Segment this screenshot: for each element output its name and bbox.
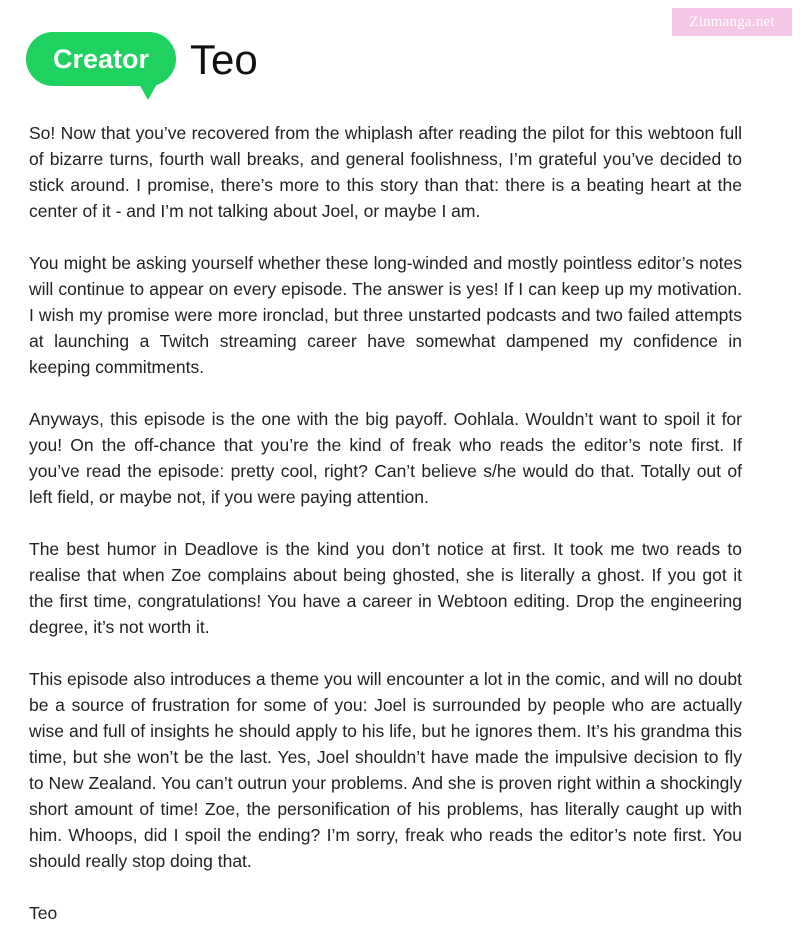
paragraph-5: This episode also introduces a theme you will encounter a lot in the comic, and will no doubt be a source of frustration for some of you: Joel is surrounded by people who are actually wise and full of insights he should apply to his life, but he ignores them. It’s his grandma this time, but she won’t be the last. Yes, Joel shouldn’t have made the impulsive decision to fly to New Zealand. You can’t outrun your problems. And she is proven right within a shockingly short amount of time! Zoe, the personification of his problems, has literally caught up with him. Whoops, did I spoil the ending? I’m sorry, freak who reads the editor’s note first. You should really stop doing that. xyxy=(29,669,742,871)
watermark: Zinmanga.net xyxy=(672,8,792,36)
signoff: Teo xyxy=(29,903,58,923)
paragraph-1: So! Now that you’ve recovered from the whiplash after reading the pilot for this webtoon full of bizarre turns, fourth wall breaks, and general foolishness, I’m grateful you’ve decided to stick around. I promise, there’s more to this story than that: there is a beating heart at the center of it - and I’m not talking about Joel, or maybe I am. xyxy=(29,123,742,221)
paragraph-4: The best humor in Deadlove is the kind you don’t notice at first. It took me two reads to realise that when Zoe complains about being ghosted, she is literally a ghost. If you got it the first time, congratulations! You have a career in Webtoon editing. Drop the engineering degree, it’s not worth it. xyxy=(29,539,742,637)
author-name: Teo xyxy=(190,36,258,83)
paragraph-3: Anyways, this episode is the one with the big payoff. Oohlala. Wouldn’t want to spoil it for you! On the off-chance that you’re the kind of freak who reads the editor’s note first. If you’ve read the episode: pretty cool, right? Can’t believe s/he would do that. Totally out of left field, or maybe not, if you were paying attention. xyxy=(29,409,742,507)
editor-note xyxy=(29,120,742,926)
creator-badge: Creator xyxy=(26,32,176,86)
speech-bubble-tail xyxy=(138,82,158,100)
paragraph-2: You might be asking yourself whether these long-winded and mostly pointless editor’s notes will continue to appear on every episode. The answer is yes! If I can keep up my motivation. I wish my promise were more ironclad, but three unstarted podcasts and two failed attempts at launching a Twitch streaming career have somewhat dampened my confidence in keeping commitments. xyxy=(29,253,742,377)
creator-header xyxy=(26,32,426,102)
